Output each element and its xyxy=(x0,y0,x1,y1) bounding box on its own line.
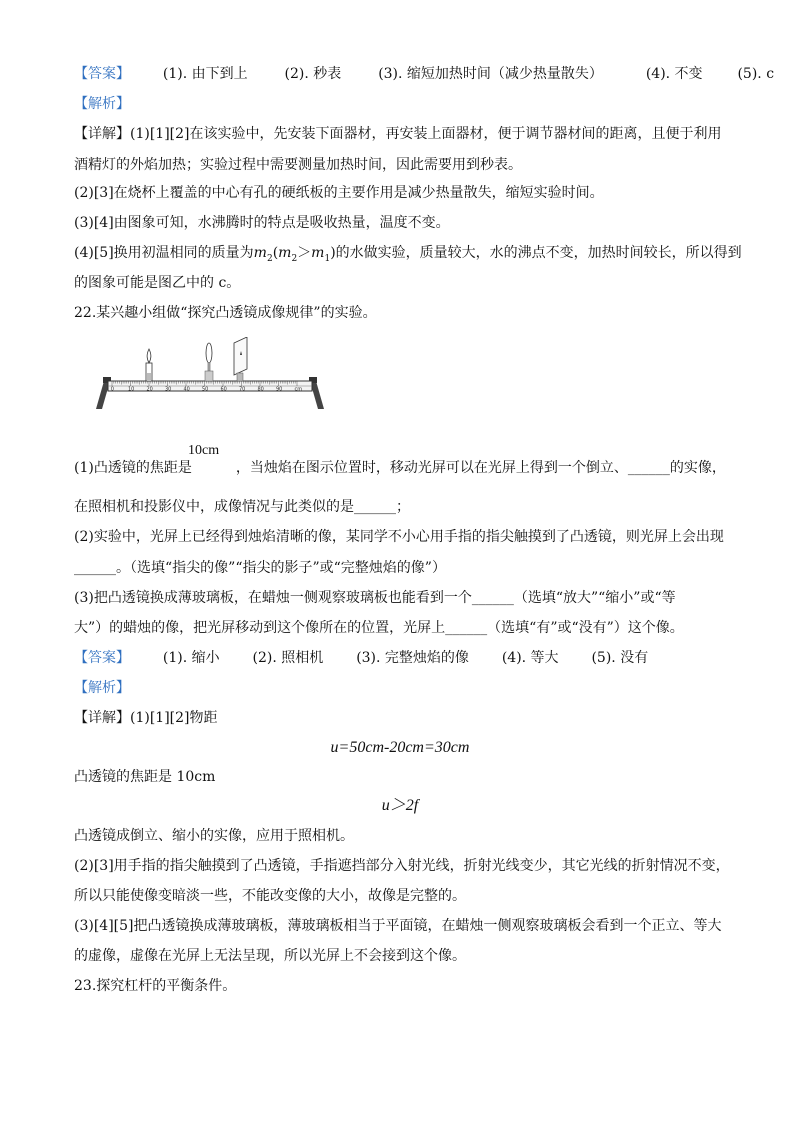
q22-detail-line: 凸透镜成倒立、缩小的实像，应用于照相机。 xyxy=(74,828,354,844)
q22-part3: (3)把凸透镜换成薄玻璃板，在蜡烛一侧观察玻璃板也能看到一个______（选填“放大”“缩小”或“等 xyxy=(74,590,676,606)
var-m: m xyxy=(278,245,292,261)
ruler-tick-label: 0 xyxy=(110,386,114,393)
ruler-tick-label: 70 xyxy=(239,386,246,393)
formula-condition: u＞2f xyxy=(381,797,419,814)
answer-item: (5). 没有 xyxy=(591,650,649,666)
q22-detail-line xyxy=(74,708,760,728)
q21-answer-row xyxy=(74,64,775,84)
q22-detail-line: (2)[3]用手指的指尖触摸到了凸透镜，手指遮挡部分入射光线，折射光线变少，其它光线的折射情况不变， xyxy=(74,858,730,874)
q22-detail-line: 的虚像，虚像在光屏上无法呈现，所以光屏上不会接到这个像。 xyxy=(74,948,466,964)
q21-detail-line: 的图象可能是图乙中的 c。 xyxy=(74,275,241,291)
answer-item: (1). 缩小 xyxy=(162,650,220,666)
analysis-tag: 【解析】 xyxy=(74,680,130,696)
ruler-tick-label: 60 xyxy=(220,386,227,393)
q21-detail-line xyxy=(74,124,760,144)
q21-detail-line: 酒精灯的外焰加热；实验过程中需要测量加热时间，因此需要用到秒表。 xyxy=(74,157,522,173)
q22-stem: 22.某兴趣小组做“探究凸透镜成像规律”的实验。 xyxy=(74,305,377,321)
subscript: 1 xyxy=(324,253,331,264)
var-m: m xyxy=(253,245,267,261)
formula-object-distance: u=50cm-20cm=30cm xyxy=(330,739,470,756)
answer-item: (5). c xyxy=(737,66,775,82)
answer-item: (1). 由下到上 xyxy=(162,66,248,82)
screen-holder xyxy=(237,373,243,381)
answer-item: (2). 照相机 xyxy=(252,650,324,666)
detail-text: )的水做实验，质量较大，水的沸点不变，加热时间较长，所以得到 xyxy=(330,245,742,261)
q23-stem: 23.探究杠杆的平衡条件。 xyxy=(74,978,237,994)
lens-holder xyxy=(205,371,213,381)
question-text: (1)凸透镜的焦距是 xyxy=(74,460,192,476)
ruler-tick-label: 20 xyxy=(146,386,153,393)
ruler-tick-label: 40 xyxy=(183,386,190,393)
candle-holder xyxy=(147,373,151,381)
q22-part1 xyxy=(74,458,760,478)
ruler-tick-label: 10 xyxy=(128,386,135,393)
q22-part2: (2)实验中，光屏上已经得到烛焰清晰的像，某同学不小心用手指的指尖触摸到了凸透镜，则光屏上会出现 xyxy=(74,529,724,545)
subscript: 2 xyxy=(291,253,298,264)
q22-part1-cont: 在照相机和投影仪中，成像情况与此类似的是______； xyxy=(74,499,410,515)
question-text: ，当烛焰在图示位置时，移动光屏可以在光屏上得到一个倒立、______的实像， xyxy=(235,460,726,476)
lens-icon xyxy=(206,343,212,363)
detail-text: (4)[5]换用初温相同的质量为 xyxy=(74,245,254,261)
q21-detail-line xyxy=(74,243,760,269)
answer-tag: 【答案】 xyxy=(74,66,130,82)
paren: ( xyxy=(272,245,279,261)
answer-item: (2). 秒表 xyxy=(284,66,342,82)
ruler-tick-label: 50 xyxy=(202,386,209,393)
q22-detail-line: 所以只能使像变暗淡一些，不能改变像的大小，故像是完整的。 xyxy=(74,888,466,904)
q22-detail-line: 凸透镜的焦距是 10cm xyxy=(74,769,216,785)
light-screen xyxy=(234,337,247,375)
detail-text: (1)[1][2]物距 xyxy=(130,710,218,726)
detail-text: (1)[1][2]在该实验中，先安装下面器材，再安装上面器材，便于调节器材间的距离，且便于利用 xyxy=(130,126,722,142)
q21-detail-line: (2)[3]在烧杯上覆盖的中心有孔的硬纸板的主要作用是减少热量散失，缩短实验时间。 xyxy=(74,185,604,201)
detail-tag: 【详解】 xyxy=(74,126,130,142)
analysis-tag: 【解析】 xyxy=(74,96,130,112)
ruler-tick-label: 80 xyxy=(257,386,264,393)
ruler-tick-label: 90 xyxy=(276,386,283,393)
q21-detail-line: (3)[4]由图象可知，水沸腾时的特点是吸收热量，温度不变。 xyxy=(74,215,450,231)
q22-detail-line: (3)[4][5]把凸透镜换成薄玻璃板，薄玻璃板相当于平面镜，在蜡烛一侧观察玻璃板会看到一个正立、等大 xyxy=(74,918,722,934)
answer-item: (3). 缩短加热时间（减少热量散失） xyxy=(378,66,603,82)
optical-bench-figure xyxy=(94,337,324,417)
q22-part3-cont: 大”）的蜡烛的像，把光屏移动到这个像所在的位置，光屏上______（选填“有”或“没有”）这个像。 xyxy=(74,620,684,636)
ruler-tick-label: 30 xyxy=(165,386,172,393)
q22-answer-row xyxy=(74,648,760,668)
ruler-tick-label: cm xyxy=(294,386,303,393)
subscript: 2 xyxy=(266,253,273,264)
gt-sign: ＞ xyxy=(297,245,312,261)
answer-item: (4). 等大 xyxy=(501,650,559,666)
q22-part2-cont: ______。（选填“指尖的像”“指尖的影子”或“完整烛焰的像”） xyxy=(74,560,446,576)
focal-length-value: 10cm xyxy=(188,443,220,458)
detail-tag: 【详解】 xyxy=(74,710,130,726)
flame-icon xyxy=(147,349,151,363)
var-m: m xyxy=(311,245,325,261)
answer-item: (3). 完整烛焰的像 xyxy=(356,650,469,666)
answer-tag: 【答案】 xyxy=(74,650,130,666)
answer-item: (4). 不变 xyxy=(645,66,703,82)
